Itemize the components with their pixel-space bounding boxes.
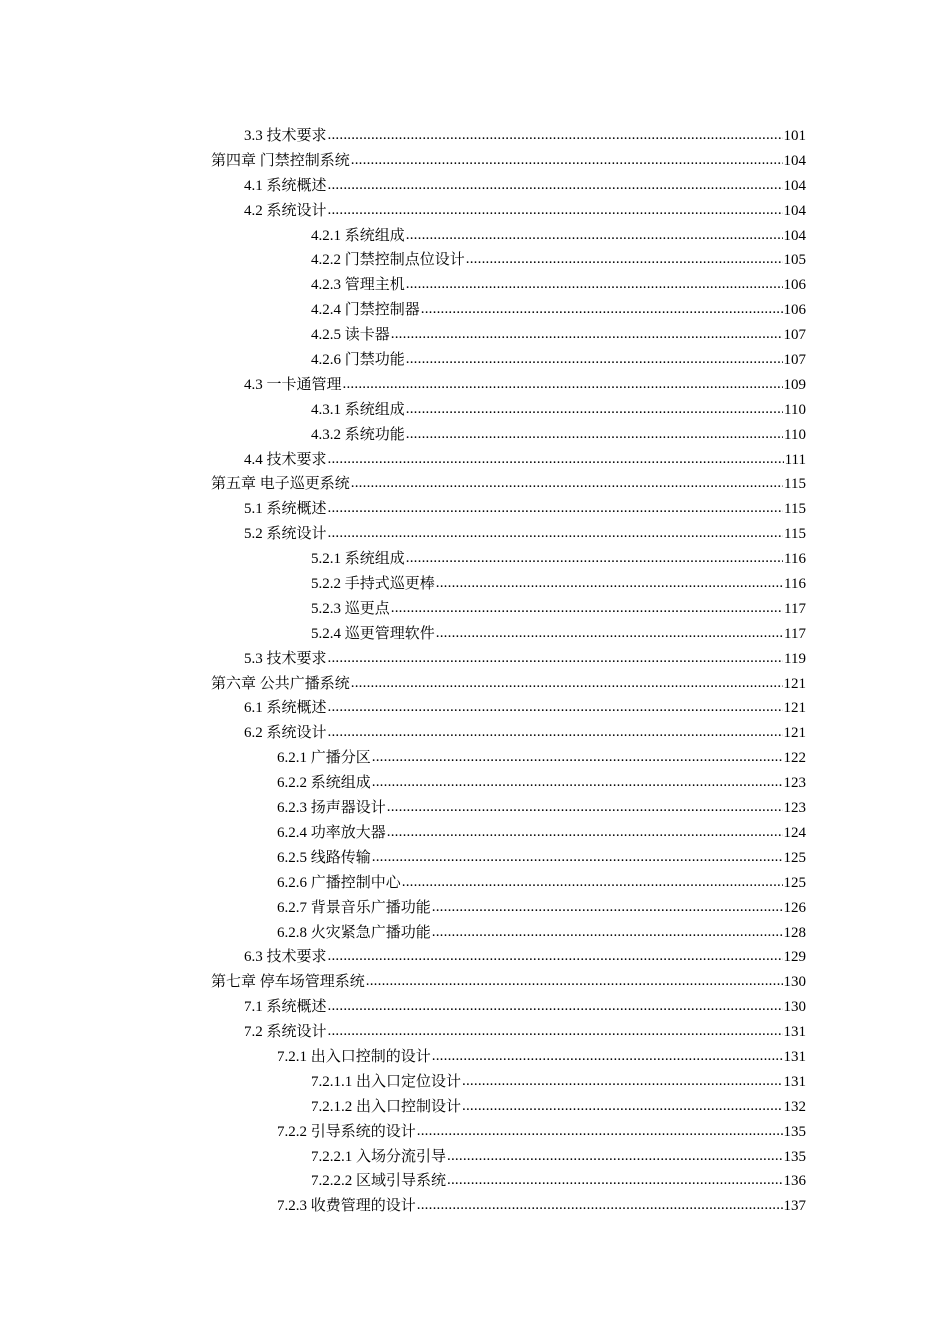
toc-entry-page: 117 [784, 600, 806, 617]
toc-entry[interactable] [0, 1145, 950, 1170]
toc-entry-page: 115 [784, 476, 806, 493]
dot-leader [462, 1094, 782, 1119]
dot-leader [328, 173, 783, 198]
toc-entry[interactable] [0, 821, 950, 846]
toc-entry-title: 4.1 系统概述 [244, 177, 327, 194]
toc-entry-title: 4.2.6 门禁功能 [311, 352, 405, 369]
toc-entry-title: 4.2.2 门禁控制点位设计 [311, 252, 465, 269]
toc-entry-page: 136 [783, 1173, 806, 1190]
toc-entry[interactable] [0, 522, 950, 547]
toc-entry-page: 132 [783, 1098, 806, 1115]
toc-entry[interactable] [0, 746, 950, 771]
dot-leader [328, 944, 783, 969]
toc-entry-page: 110 [784, 401, 806, 418]
dot-leader [351, 471, 783, 496]
dot-leader [406, 223, 783, 248]
toc-entry-title: 7.2 系统设计 [244, 1024, 327, 1041]
toc-entry-page: 106 [783, 302, 806, 319]
toc-entry-page: 104 [783, 227, 806, 244]
dot-leader [432, 1044, 783, 1069]
toc-entry[interactable] [0, 672, 950, 697]
toc-entry-page: 116 [784, 551, 806, 568]
toc-entry[interactable] [0, 497, 950, 522]
toc-entry[interactable] [0, 1045, 950, 1070]
toc-entry-page: 111 [784, 451, 806, 468]
toc-entry-page: 125 [783, 874, 806, 891]
toc-entry[interactable] [0, 945, 950, 970]
toc-entry-title: 第七章 停车场管理系统 [211, 974, 365, 991]
toc-entry-page: 110 [784, 426, 806, 443]
toc-entry[interactable] [0, 896, 950, 921]
dot-leader [328, 994, 783, 1019]
toc-entry-page: 104 [783, 202, 806, 219]
dot-leader [328, 198, 783, 223]
dot-leader [328, 123, 783, 148]
toc-entry-title: 6.2.6 广播控制中心 [277, 874, 401, 891]
dot-leader [372, 770, 783, 795]
toc-entry-title: 7.2.2 引导系统的设计 [277, 1123, 416, 1140]
toc-entry[interactable] [0, 248, 950, 273]
toc-entry[interactable] [0, 597, 950, 622]
toc-entry-title: 6.2.5 线路传输 [277, 849, 371, 866]
toc-entry-page: 107 [783, 352, 806, 369]
dot-leader [406, 347, 783, 372]
toc-entry[interactable] [0, 448, 950, 473]
toc-entry[interactable] [0, 224, 950, 249]
toc-entry[interactable] [0, 572, 950, 597]
toc-entry-title: 4.3 一卡通管理 [244, 376, 342, 393]
toc-entry-page: 121 [783, 675, 806, 692]
toc-entry-title: 7.1 系统概述 [244, 999, 327, 1016]
toc-entry-page: 124 [783, 824, 806, 841]
dot-leader [328, 1019, 783, 1044]
toc-entry-page: 129 [783, 949, 806, 966]
toc-entry[interactable] [0, 423, 950, 448]
toc-entry-page: 135 [783, 1123, 806, 1140]
toc-entry-title: 5.2.2 手持式巡更棒 [311, 576, 435, 593]
toc-entry-page: 121 [783, 700, 806, 717]
dot-leader [391, 322, 783, 347]
toc-entry-title: 4.2.1 系统组成 [311, 227, 405, 244]
toc-entry-title: 5.2 系统设计 [244, 526, 327, 543]
toc-entry-page: 131 [783, 1048, 806, 1065]
dot-leader [466, 247, 783, 272]
toc-entry-title: 7.2.1.1 出入口定位设计 [311, 1073, 462, 1090]
toc-entry[interactable] [0, 796, 950, 821]
toc-entry[interactable] [0, 846, 950, 871]
toc-entry-title: 7.2.1.2 出入口控制设计 [311, 1098, 462, 1115]
toc-entry-title: 4.2.4 门禁控制器 [311, 302, 420, 319]
toc-entry-page: 130 [783, 999, 806, 1016]
toc-entry[interactable] [0, 174, 950, 199]
dot-leader [343, 372, 783, 397]
dot-leader [406, 397, 783, 422]
table-of-contents [0, 124, 950, 1219]
toc-entry-title: 4.3.2 系统功能 [311, 426, 405, 443]
toc-entry-page: 106 [783, 277, 806, 294]
toc-entry-page: 115 [784, 501, 806, 518]
toc-entry-page: 117 [784, 625, 806, 642]
dot-leader [372, 845, 783, 870]
toc-entry[interactable] [0, 970, 950, 995]
dot-leader [391, 596, 783, 621]
toc-entry-page: 116 [784, 576, 806, 593]
toc-entry[interactable] [0, 1095, 950, 1120]
toc-entry[interactable] [0, 1020, 950, 1045]
toc-entry[interactable] [0, 921, 950, 946]
dot-leader [447, 1144, 782, 1169]
toc-entry-title: 5.1 系统概述 [244, 501, 327, 518]
toc-entry-title: 6.3 技术要求 [244, 949, 327, 966]
toc-entry-title: 5.2.4 巡更管理软件 [311, 625, 435, 642]
dot-leader [462, 1069, 782, 1094]
toc-entry[interactable] [0, 647, 950, 672]
toc-entry-title: 7.2.3 收费管理的设计 [277, 1198, 416, 1215]
toc-entry-page: 130 [783, 974, 806, 991]
toc-entry-page: 104 [783, 177, 806, 194]
toc-entry[interactable] [0, 1120, 950, 1145]
dot-leader [447, 1168, 782, 1193]
toc-entry-page: 125 [783, 849, 806, 866]
toc-entry[interactable] [0, 547, 950, 572]
toc-entry-page: 104 [783, 152, 806, 169]
toc-entry-title: 第六章 公共广播系统 [211, 675, 350, 692]
toc-entry[interactable] [0, 1169, 950, 1194]
toc-entry-page: 121 [783, 725, 806, 742]
toc-entry-title: 第五章 电子巡更系统 [211, 476, 350, 493]
toc-entry[interactable] [0, 199, 950, 224]
toc-entry[interactable] [0, 149, 950, 174]
toc-entry-page: 101 [783, 128, 806, 144]
dot-leader [328, 447, 784, 472]
toc-entry-title: 6.2.1 广播分区 [277, 750, 371, 767]
toc-entry-page: 119 [784, 650, 806, 667]
dot-leader [387, 795, 783, 820]
dot-leader [406, 272, 783, 297]
dot-leader [328, 521, 784, 546]
toc-entry[interactable] [0, 721, 950, 746]
dot-leader [328, 496, 784, 521]
toc-entry-page: 135 [783, 1148, 806, 1165]
dot-leader [328, 646, 784, 671]
dot-leader [436, 621, 783, 646]
dot-leader [328, 695, 783, 720]
toc-entry[interactable] [0, 1070, 950, 1095]
dot-leader [436, 571, 783, 596]
toc-entry-title: 第四章 门禁控制系统 [211, 152, 350, 169]
toc-entry-title: 6.2.3 扬声器设计 [277, 800, 386, 817]
dot-leader [372, 745, 783, 770]
toc-entry-title: 6.2.2 系统组成 [277, 775, 371, 792]
toc-entry-page: 128 [783, 924, 806, 941]
dot-leader [421, 297, 783, 322]
toc-entry-page: 122 [783, 750, 806, 767]
toc-entry-page: 123 [783, 775, 806, 792]
toc-entry-title: 6.1 系统概述 [244, 700, 327, 717]
toc-entry[interactable] [0, 124, 950, 149]
toc-entry[interactable] [0, 995, 950, 1020]
toc-entry[interactable] [0, 273, 950, 298]
dot-leader [351, 148, 783, 173]
toc-entry[interactable] [0, 298, 950, 323]
toc-entry-title: 3.3 技术要求 [244, 128, 327, 144]
dot-leader [432, 895, 783, 920]
toc-entry-page: 115 [784, 526, 806, 543]
toc-entry-page: 137 [783, 1198, 806, 1215]
dot-leader [387, 820, 783, 845]
toc-entry[interactable] [0, 871, 950, 896]
dot-leader [402, 870, 783, 895]
dot-leader [366, 969, 783, 994]
toc-entry[interactable] [0, 323, 950, 348]
toc-entry-title: 6.2.8 火灾紧急广播功能 [277, 924, 431, 941]
toc-entry-page: 131 [783, 1024, 806, 1041]
toc-entry-title: 7.2.2.1 入场分流引导 [311, 1148, 447, 1165]
toc-entry[interactable] [0, 771, 950, 796]
dot-leader [432, 920, 783, 945]
toc-entry-title: 4.3.1 系统组成 [311, 401, 405, 418]
toc-entry-page: 107 [783, 327, 806, 344]
dot-leader [351, 671, 783, 696]
toc-entry[interactable] [0, 398, 950, 423]
toc-entry-title: 5.2.1 系统组成 [311, 551, 405, 568]
toc-entry-page: 123 [783, 800, 806, 817]
toc-entry-title: 7.2.2.2 区域引导系统 [311, 1173, 447, 1190]
toc-entry-title: 4.2 系统设计 [244, 202, 327, 219]
dot-leader [417, 1119, 783, 1144]
toc-entry[interactable] [0, 373, 950, 398]
toc-entry-title: 6.2.7 背景音乐广播功能 [277, 899, 431, 916]
toc-entry-title: 4.2.3 管理主机 [311, 277, 405, 294]
toc-entry[interactable] [0, 348, 950, 373]
toc-entry-title: 6.2 系统设计 [244, 725, 327, 742]
toc-entry[interactable] [0, 472, 950, 497]
dot-leader [406, 422, 783, 447]
toc-entry-page: 131 [783, 1073, 806, 1090]
toc-entry-page: 126 [783, 899, 806, 916]
dot-leader [417, 1193, 783, 1218]
toc-entry-title: 6.2.4 功率放大器 [277, 824, 386, 841]
toc-entry[interactable] [0, 622, 950, 647]
toc-entry-title: 5.3 技术要求 [244, 650, 327, 667]
dot-leader [406, 546, 783, 571]
toc-entry-page: 109 [783, 376, 806, 393]
toc-entry[interactable] [0, 1194, 950, 1219]
toc-entry-title: 7.2.1 出入口控制的设计 [277, 1048, 431, 1065]
toc-entry-title: 4.2.5 读卡器 [311, 327, 390, 344]
toc-entry-page: 105 [783, 252, 806, 269]
dot-leader [328, 720, 783, 745]
toc-entry-title: 5.2.3 巡更点 [311, 600, 390, 617]
toc-entry-title: 4.4 技术要求 [244, 451, 327, 468]
toc-entry[interactable] [0, 696, 950, 721]
